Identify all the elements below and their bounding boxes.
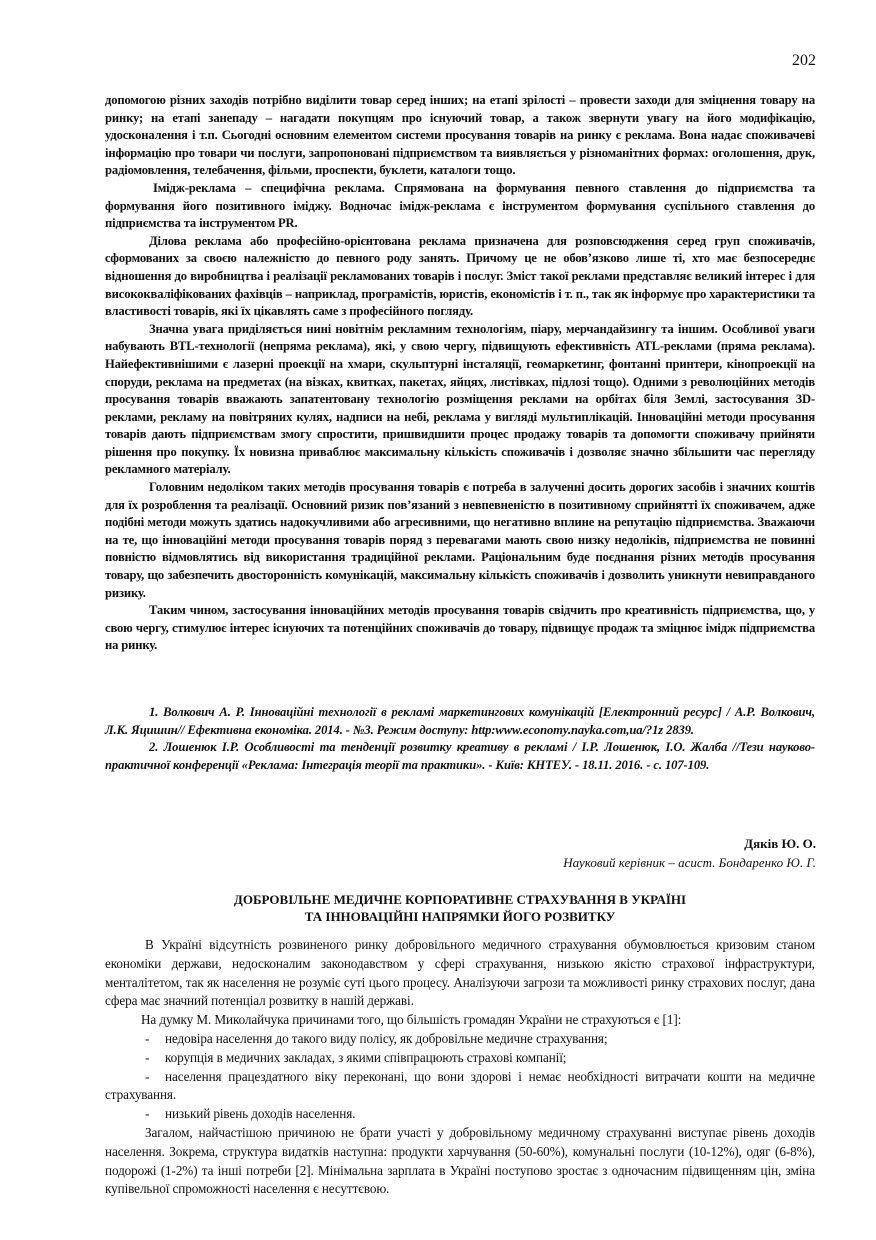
list-item-text: недовіра населення до такого виду полісу, як добровільне медичне страхування; — [165, 1030, 608, 1046]
paragraph: Ділова реклама або професійно-орієнтована реклама призначена для розповсюдження серед груп споживачів, сформованих за своєю належністю до певного роду занять. Причому це не обов’язково лише ті, хто має безпосереднє відношення до виробництва і реалізації рекламованих товарів і послуг. Зміст такої реклами представляє великий інтерес і для висококваліфікованих фахівців – наприклад, програмістів, юристів, економістів і т. п., так як інформує про характеристики та властивості товарів, які їх цікавлять саме з професійного погляду. — [105, 233, 815, 319]
paragraph: допомогою різних заходів потрібно виділити товар серед інших; на етапі зрілості – провести заходи для зміцнення товару на ринку; на етапі занепаду – нагадати покупцям про існуючий товар, а також звернути увагу на його модифікацію, удосконалення і т.п. Сьогодні основним елементом системи просування товарів на ринку є реклама. Вона надає споживачеві інформацію про товари чи послуги, запропоновані підприємством та виявляється у різноманітних формах: оголошення, друк, радіомовлення, телебачення, фільми, проспекти, буклети, каталоги тощо. — [105, 93, 815, 178]
title-line: ДОБРОВІЛЬНЕ МЕДИЧНЕ КОРПОРАТИВНЕ СТРАХУВАННЯ В УКРАЇНІ — [233, 892, 687, 907]
article-title — [105, 891, 815, 925]
paragraph: На думку М. Миколайчука причинами того, що більшість громадян України не страхуються є [1]: — [141, 1012, 682, 1028]
paragraph: Імідж-реклама – специфічна реклама. Спрямована на формування певного ставлення до підприємства та формування його позитивного іміджу. Водночас імідж-реклама є інструментом формування суспільного ставлення до підприємства та інструментом PR. — [105, 180, 815, 231]
author-block — [563, 834, 816, 872]
list-item — [105, 1049, 815, 1068]
dash-marker: - — [145, 1049, 150, 1065]
dash-marker: - — [145, 1106, 150, 1122]
list-item-text: населення працездатного віку переконані, що вони здорові і немає необхідності витрачати кошти на медичне страхування. — [105, 1068, 815, 1103]
reference-item: 1. Волкович А. Р. Інноваційні технології в рекламі маркетингових комунікацій [Електронний ресурс] / А.Р. Волкович, Л.К. Яцишин// Ефективна економіка. 2014. - №3. Режим доступу: http:www.economy.nayka.com,ua/?1z 2839. — [105, 705, 815, 737]
article-body — [105, 936, 815, 1199]
list-item — [105, 1105, 815, 1124]
paragraph: Значна увага приділяється нині новітнім рекламним технологіям, піару, мерчандайзингу та іншим. Особливої уваги набувають BTL-технології (непряма реклама), які, у свою чергу, підвищують ефективність ATL-реклами (пряма реклама). Найефективнішими є лазерні проекції на хмари, скульптурні інсталяції, геомаркетинг, фонтанні принтери, кінопроекції на споруди, реклама на предметах (на візках, квитках, пакетах, яйцях, листівках, підлозі тощо). Одними з революційних методів просування товарів вважають запатентовану технологію розміщення реклами на орбітах біля Землі, застосування 3D-реклами, рекламу на повітряних кулях, надписи на небі, реклама у вигляді мультиплікацій. Інноваційні методи просування товарів дають підприємствам змогу спростити, пришвидшити процес продажу товарів та допомогти споживачу прийняти рішення про покупку. Їх новизна приваблює максимальну кількість споживачів і дозволяє значно збільшити час перегляду рекламного матеріалу. — [105, 321, 815, 477]
title-line: ТА ІННОВАЦІЙНІ НАПРЯМКИ ЙОГО РОЗВИТКУ — [304, 909, 616, 924]
supervisor: Науковий керівник – асист. Бондаренко Ю. Г. — [563, 855, 816, 870]
dash-marker: - — [145, 1068, 150, 1084]
list-item — [105, 1068, 815, 1106]
list-item-text: корупція в медичних закладах, з якими співпрацюють страхові компанії; — [165, 1049, 567, 1065]
dash-marker: - — [145, 1030, 150, 1046]
paragraph: Таким чином, застосування інноваційних методів просування товарів свідчить про креативність підприємства, що, у свою чергу, стимулює інтерес існуючих та потенційних споживачів до товару, підвищує продаж та зміцнює імідж підприємства на ринку. — [105, 603, 815, 653]
list-item — [105, 1030, 815, 1049]
references — [105, 704, 815, 774]
paragraph: Головним недоліком таких методів просування товарів є потреба в залученні досить дорогих засобів і значних коштів для їх розроблення та реалізації. Основний ризик пов’язаний з невпевненістю в позитивному сприйнятті їх споживачем, адже подібні методи можуть здатись надокучливими або агресивними, що негативно вплине на репутацію підприємства. Зважаючи на те, що інноваційні методи просування товарів поряд з перевагами мають свою низку недоліків, підприємства не повинні повністю відмовлятись від використання традиційної реклами. Раціональним буде поєднання різних методів просування товару, що забезпечить двосторонність комунікацій, максимальну кількість споживачів і дозволить уникнути невиправданого ризику. — [105, 480, 815, 600]
author-name: Дяків Ю. О. — [744, 836, 816, 851]
reference-item: 2. Лошенюк І.Р. Особливості та тенденції розвитку креативу в рекламі / І.Р. Лошенюк, І.О. Жалба //Тези науково-практичної конференції «Реклама: Інтеграція теорії та практики». - Київ: КНТЕУ. - 18.11. 2016. - с. 107-109. — [105, 740, 815, 772]
paragraph: Загалом, найчастішою причиною не брати участі у добровільному медичному страхуванні виступає рівень доходів населення. Зокрема, структура видатків наступна: продукти харчування (50-60%), комунальні послуги (10-12%), одяг (6-8%), подорожі (1-2%) та інші потреби [2]. Мінімальна зарплата в Україні поступово зростає з одночасним підвищенням цін, зміна купівельної спроможності населення є несуттєвою. — [105, 1124, 815, 1197]
list-item-text: низький рівень доходів населення. — [165, 1106, 356, 1122]
article-continuation — [105, 92, 815, 655]
page-number: 202 — [792, 52, 816, 69]
paragraph: В Україні відсутність розвиненого ринку добровільного медичного страхування обумовлюється кризовим станом економіки держави, недосконалим законодавством у сфері страхування, низькою якістю страхової інфраструктури, менталітетом, так як населення не розуміє суті цього процесу. Аналізуючи загрози та можливості ринку страхових послуг, дана сфера має значний потенціал розвитку в нашій державі. — [105, 937, 815, 1009]
